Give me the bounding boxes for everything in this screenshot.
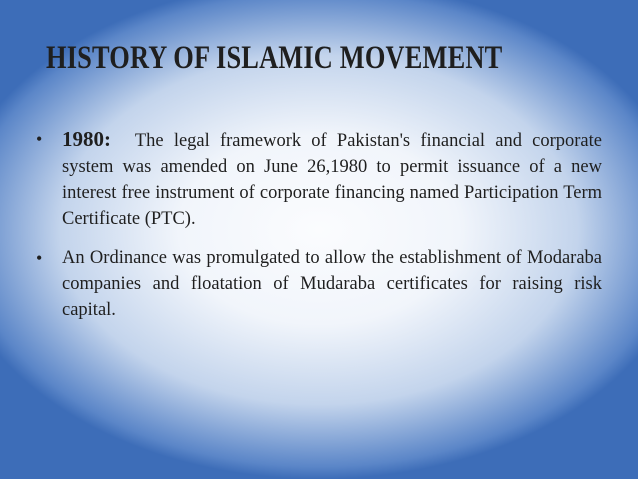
bullet-year: 1980: — [62, 127, 111, 151]
bullet-marker: • — [36, 248, 43, 268]
bullet-text: An Ordinance was promulgated to allow the establishment of Modaraba companies and floatation of Mudaraba certificates for raising risk capital. — [62, 248, 602, 320]
bullet-list — [36, 126, 602, 336]
bullet-item — [36, 126, 602, 232]
bullet-item — [36, 245, 602, 323]
bullet-marker: • — [36, 129, 43, 149]
slide-title: HISTORY OF ISLAMIC MOVEMENT — [46, 40, 503, 76]
bullet-text: The legal framework of Pakistan's financial and corporate system was amended on June 26,1980 to permit issuance of a new interest free instrument of corporate financing named Participation Term Certificate (PTC). — [62, 131, 602, 229]
